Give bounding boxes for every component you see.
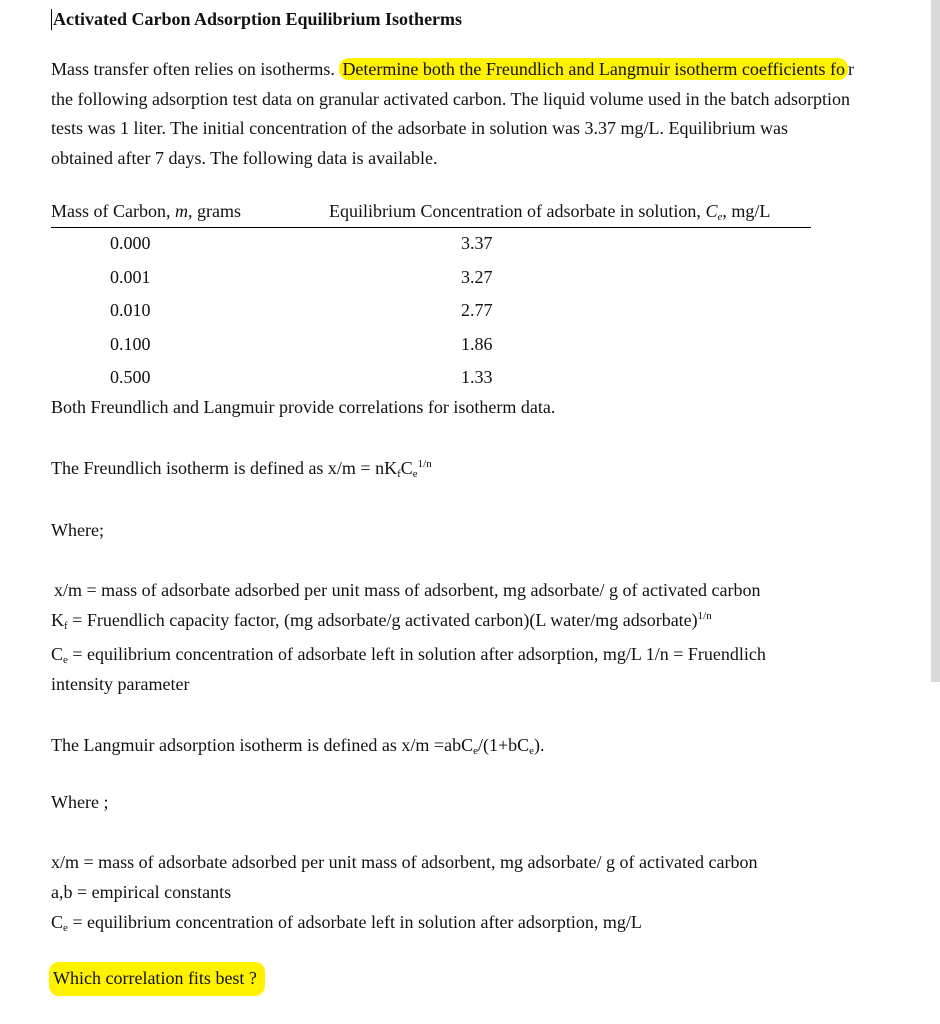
- question-highlight: Which correlation fits best ?: [49, 962, 265, 996]
- document-title: Activated Carbon Adsorption Equilibrium Isotherms: [53, 9, 463, 29]
- table-row: [51, 367, 811, 391]
- intro-lead: Mass transfer often relies on isotherms.: [51, 59, 340, 79]
- cell-mass: 0.100: [110, 334, 151, 354]
- langmuir-def-sub2: e: [529, 745, 535, 757]
- freundlich-kf-line: [51, 610, 712, 632]
- table-row: [51, 334, 811, 358]
- langmuir-ce-prefix: C: [51, 912, 64, 932]
- data-table-header: [51, 201, 811, 228]
- freundlich-where: Where;: [51, 520, 104, 540]
- table-row: [51, 233, 811, 257]
- both-correlations-text: Both Freundlich and Langmuir provide correlations for isotherm data.: [51, 397, 556, 417]
- freundlich-kf-prefix: K: [51, 610, 64, 630]
- langmuir-definition: [51, 735, 545, 757]
- column-header-mass-label: Mass of Carbon,: [51, 201, 175, 221]
- cell-mass: 0.001: [110, 267, 151, 287]
- question-line: [49, 968, 265, 989]
- langmuir-ce-text: = equilibrium concentration of adsorbate left in solution after adsorption, mg/L: [67, 912, 642, 932]
- freundlich-def-sub-f: f: [397, 468, 401, 480]
- column-header-mass-unit: , grams: [188, 201, 241, 221]
- cell-mass: 0.500: [110, 367, 151, 387]
- intro-line-1: [51, 55, 854, 85]
- column-header-conc-var: C: [705, 201, 718, 221]
- langmuir-def-mid: /(1+bC: [477, 735, 530, 755]
- table-row: [51, 267, 811, 291]
- column-header-mass-var: m: [175, 201, 188, 221]
- cell-concentration: 1.33: [461, 367, 493, 387]
- cell-mass: 0.000: [110, 233, 151, 253]
- vertical-scrollbar[interactable]: [931, 0, 940, 682]
- freundlich-ce-line: [51, 644, 766, 666]
- column-header-conc-label: Equilibrium Concentration of adsorbate in solution,: [329, 201, 706, 221]
- freundlich-kf-sub: f: [64, 620, 68, 632]
- cell-concentration: 1.86: [461, 334, 493, 354]
- freundlich-xm-line: x/m = mass of adsorbate adsorbed per unit mass of adsorbent, mg adsorbate/ g of activated carbon: [54, 580, 761, 600]
- column-header-concentration: [329, 201, 770, 223]
- freundlich-kf-sup: 1/n: [697, 610, 712, 622]
- freundlich-def-sub-e: e: [412, 468, 418, 480]
- freundlich-definition: [51, 458, 432, 480]
- langmuir-where: Where ;: [51, 792, 109, 812]
- freundlich-ce-text: = equilibrium concentration of adsorbate left in solution after adsorption, mg/L 1/n = Fruendlich: [67, 644, 766, 664]
- langmuir-ce-line: [51, 912, 642, 934]
- cell-concentration: 3.27: [461, 267, 493, 287]
- langmuir-def-end: ).: [534, 735, 545, 755]
- freundlich-kf-text: = Fruendlich capacity factor, (mg adsorbate/g activated carbon)(L water/mg adsorbate): [67, 610, 698, 630]
- cell-concentration: 3.37: [461, 233, 493, 253]
- intro-paragraph: [51, 55, 854, 173]
- intro-highlight: Determine both the Freundlich and Langmuir isotherm coefficients fo: [339, 58, 848, 80]
- langmuir-ab-line: a,b = empirical constants: [51, 882, 232, 902]
- column-header-conc-sub: e: [717, 211, 723, 223]
- langmuir-ce-sub: e: [63, 922, 68, 934]
- freundlich-def-mid: C: [400, 458, 413, 478]
- cell-mass: 0.010: [110, 300, 151, 320]
- langmuir-def-prefix: The Langmuir adsorption isotherm is defined as x/m =abC: [51, 735, 474, 755]
- freundlich-def-sup: 1/n: [417, 458, 432, 470]
- langmuir-xm-line: x/m = mass of adsorbate adsorbed per unit mass of adsorbent, mg adsorbate/ g of activated carbon: [51, 852, 758, 872]
- intro-line-3: tests was 1 liter. The initial concentration of the adsorbate in solution was 3.37 mg/L. Equilibrium was: [51, 118, 789, 138]
- freundlich-def-prefix: The Freundlich isotherm is defined as x/m = nK: [51, 458, 398, 478]
- freundlich-ce-continued: intensity parameter: [51, 674, 190, 694]
- langmuir-def-sub1: e: [473, 745, 478, 757]
- freundlich-ce-sub: e: [63, 654, 68, 666]
- intro-line-4: obtained after 7 days. The following data is available.: [51, 147, 438, 168]
- freundlich-ce-prefix: C: [51, 644, 64, 664]
- cell-concentration: 2.77: [461, 300, 493, 320]
- intro-line1-tail: r: [847, 59, 854, 79]
- table-row: [51, 300, 811, 324]
- column-header-conc-unit: , mg/L: [722, 201, 771, 221]
- column-header-mass: [51, 201, 241, 222]
- intro-line-2: the following adsorption test data on granular activated carbon. The liquid volume used in the batch adsorption: [51, 88, 850, 109]
